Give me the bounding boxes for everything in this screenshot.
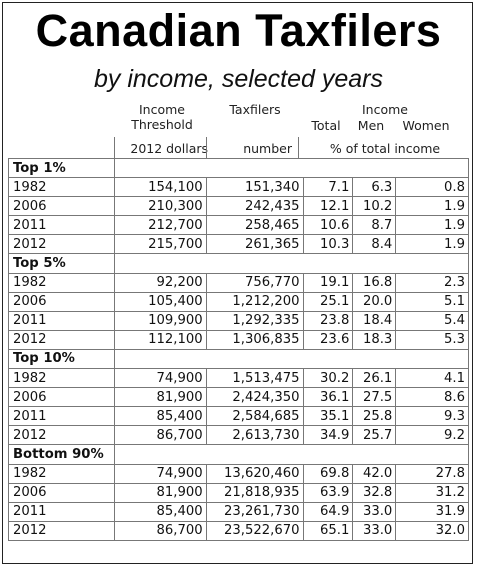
group-label: Top 5%: [9, 254, 115, 273]
women-share-cell: 9.2: [396, 426, 469, 445]
taxfilers-cell: 1,306,835: [206, 330, 303, 349]
taxfilers-cell: 2,424,350: [206, 388, 303, 407]
women-share-cell: 5.1: [396, 292, 469, 311]
group-blank-cell: [114, 349, 468, 368]
header-income-group: Income: [362, 102, 408, 117]
unit-income: % of total income: [329, 141, 441, 156]
table-row: [9, 483, 469, 502]
table-row: [9, 235, 469, 254]
taxfilers-cell: 756,770: [206, 273, 303, 292]
page-title: Canadian Taxfilers: [35, 5, 442, 56]
men-share-cell: 16.8: [353, 273, 396, 292]
taxfilers-cell: 2,613,730: [206, 426, 303, 445]
threshold-cell: 85,400: [114, 407, 206, 426]
table-row: [9, 178, 469, 197]
table-row: [9, 369, 469, 388]
threshold-cell: 92,200: [114, 273, 206, 292]
table-row: [9, 197, 469, 216]
table-row: [9, 330, 469, 349]
table-row: [9, 521, 469, 540]
year-cell: 2006: [9, 388, 115, 407]
women-share-cell: 1.9: [396, 216, 469, 235]
year-cell: 2012: [9, 330, 115, 349]
unit-divider: [206, 137, 207, 158]
men-share-cell: 42.0: [353, 464, 396, 483]
taxfilers-cell: 242,435: [206, 197, 303, 216]
total-share-cell: 64.9: [303, 502, 353, 521]
page-subtitle: by income, selected years: [93, 65, 384, 93]
year-cell: 1982: [9, 178, 115, 197]
threshold-cell: 85,400: [114, 502, 206, 521]
threshold-cell: 215,700: [114, 235, 206, 254]
women-share-cell: 31.2: [396, 483, 469, 502]
women-share-cell: 1.9: [396, 197, 469, 216]
threshold-cell: 86,700: [114, 426, 206, 445]
unit-threshold: 2012 dollars: [130, 141, 208, 156]
table-row: [9, 388, 469, 407]
year-cell: 1982: [9, 464, 115, 483]
header-threshold: [118, 102, 206, 132]
group-header-row: [9, 445, 469, 464]
total-share-cell: 23.6: [303, 330, 353, 349]
taxfilers-cell: 1,212,200: [206, 292, 303, 311]
total-share-cell: 7.1: [303, 178, 353, 197]
women-share-cell: 32.0: [396, 521, 469, 540]
total-share-cell: 10.3: [303, 235, 353, 254]
women-share-cell: 0.8: [396, 178, 469, 197]
women-share-cell: 31.9: [396, 502, 469, 521]
threshold-cell: 212,700: [114, 216, 206, 235]
women-share-cell: 5.3: [396, 330, 469, 349]
men-share-cell: 10.2: [353, 197, 396, 216]
header-total: Total: [311, 118, 341, 133]
men-share-cell: 25.7: [353, 426, 396, 445]
men-share-cell: 27.5: [353, 388, 396, 407]
taxfilers-cell: 2,584,685: [206, 407, 303, 426]
men-share-cell: 33.0: [353, 521, 396, 540]
threshold-cell: 112,100: [114, 330, 206, 349]
women-share-cell: 2.3: [396, 273, 469, 292]
group-header-row: [9, 254, 469, 273]
year-cell: 2011: [9, 216, 115, 235]
threshold-cell: 81,900: [114, 483, 206, 502]
total-share-cell: 10.6: [303, 216, 353, 235]
group-label: Top 1%: [9, 159, 115, 178]
table-row: [9, 273, 469, 292]
women-share-cell: 9.3: [396, 407, 469, 426]
threshold-cell: 74,900: [114, 464, 206, 483]
threshold-cell: 81,900: [114, 388, 206, 407]
group-header-row: [9, 349, 469, 368]
table-row: [9, 407, 469, 426]
year-cell: 2011: [9, 311, 115, 330]
women-share-cell: 27.8: [396, 464, 469, 483]
unit-taxfilers: number: [243, 141, 292, 156]
total-share-cell: 35.1: [303, 407, 353, 426]
men-share-cell: 8.4: [353, 235, 396, 254]
men-share-cell: 33.0: [353, 502, 396, 521]
men-share-cell: 18.3: [353, 330, 396, 349]
men-share-cell: 25.8: [353, 407, 396, 426]
total-share-cell: 23.8: [303, 311, 353, 330]
taxfilers-cell: 261,365: [206, 235, 303, 254]
taxfilers-cell: 23,261,730: [206, 502, 303, 521]
total-share-cell: 12.1: [303, 197, 353, 216]
men-share-cell: 18.4: [353, 311, 396, 330]
group-blank-cell: [114, 445, 468, 464]
table-row: [9, 502, 469, 521]
table-row: [9, 464, 469, 483]
taxfilers-cell: 13,620,460: [206, 464, 303, 483]
men-share-cell: 26.1: [353, 369, 396, 388]
taxfilers-cell: 21,818,935: [206, 483, 303, 502]
women-share-cell: 4.1: [396, 369, 469, 388]
taxfilers-cell: 258,465: [206, 216, 303, 235]
total-share-cell: 34.9: [303, 426, 353, 445]
women-share-cell: 1.9: [396, 235, 469, 254]
year-cell: 2012: [9, 521, 115, 540]
table-row: [9, 292, 469, 311]
women-share-cell: 8.6: [396, 388, 469, 407]
header-women: Women: [402, 118, 450, 133]
table-row: [9, 311, 469, 330]
threshold-cell: 154,100: [114, 178, 206, 197]
taxfilers-table: [8, 158, 469, 541]
year-cell: 2006: [9, 292, 115, 311]
total-share-cell: 19.1: [303, 273, 353, 292]
men-share-cell: 20.0: [353, 292, 396, 311]
header-taxfilers: Taxfilers: [229, 102, 281, 117]
men-share-cell: 8.7: [353, 216, 396, 235]
men-share-cell: 32.8: [353, 483, 396, 502]
unit-divider: [114, 137, 115, 158]
threshold-cell: 105,400: [114, 292, 206, 311]
year-cell: 2012: [9, 235, 115, 254]
total-share-cell: 36.1: [303, 388, 353, 407]
table-row: [9, 426, 469, 445]
threshold-cell: 109,900: [114, 311, 206, 330]
header-threshold-line1: Income: [139, 102, 185, 117]
group-label: Bottom 90%: [9, 445, 115, 464]
total-share-cell: 25.1: [303, 292, 353, 311]
header-men: Men: [357, 118, 385, 133]
total-share-cell: 65.1: [303, 521, 353, 540]
women-share-cell: 5.4: [396, 311, 469, 330]
threshold-cell: 74,900: [114, 369, 206, 388]
year-cell: 1982: [9, 369, 115, 388]
year-cell: 2011: [9, 407, 115, 426]
men-share-cell: 6.3: [353, 178, 396, 197]
threshold-cell: 210,300: [114, 197, 206, 216]
taxfilers-cell: 1,292,335: [206, 311, 303, 330]
threshold-cell: 86,700: [114, 521, 206, 540]
group-blank-cell: [114, 159, 468, 178]
year-cell: 2006: [9, 483, 115, 502]
taxfilers-cell: 23,522,670: [206, 521, 303, 540]
total-share-cell: 69.8: [303, 464, 353, 483]
unit-divider: [298, 137, 299, 158]
year-cell: 2012: [9, 426, 115, 445]
taxfilers-cell: 1,513,475: [206, 369, 303, 388]
year-cell: 2011: [9, 502, 115, 521]
table-row: [9, 216, 469, 235]
total-share-cell: 63.9: [303, 483, 353, 502]
group-blank-cell: [114, 254, 468, 273]
taxfilers-cell: 151,340: [206, 178, 303, 197]
year-cell: 2006: [9, 197, 115, 216]
header-threshold-line2: Threshold: [131, 117, 193, 132]
group-header-row: [9, 159, 469, 178]
year-cell: 1982: [9, 273, 115, 292]
group-label: Top 10%: [9, 349, 115, 368]
total-share-cell: 30.2: [303, 369, 353, 388]
